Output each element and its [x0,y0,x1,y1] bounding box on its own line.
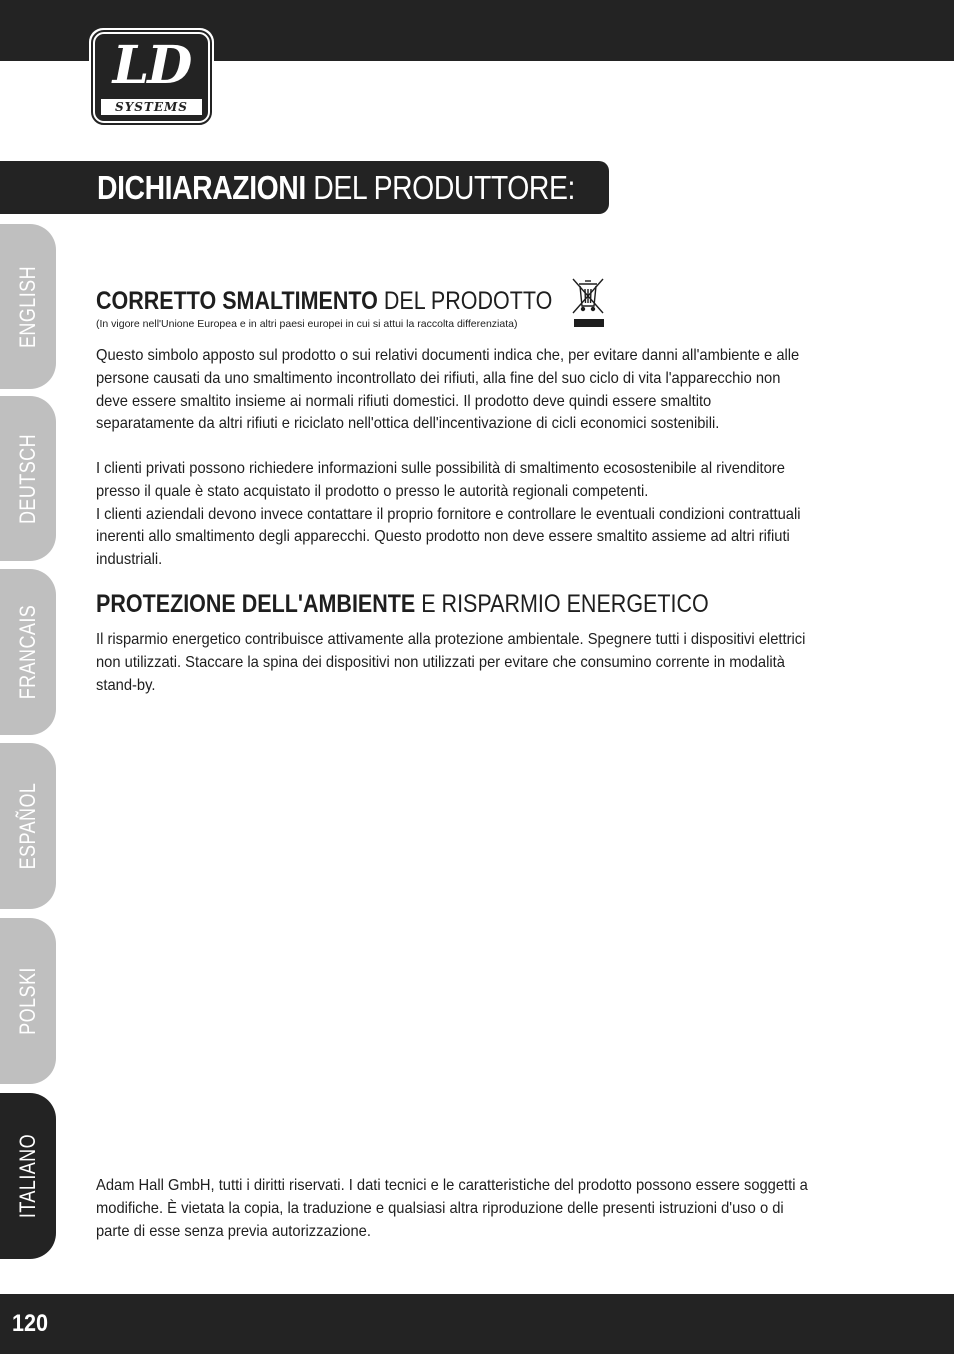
copyright-text: Adam Hall GmbH, tutti i diritti riservati. I dati tecnici e le caratteristiche del prodotto possono essere soggetti a modifiche. È vietata la copia, la traduzione e qualsiasi altra riproduzione delle presenti istruzioni d'uso o di parte di esse senza previa autorizzazione. [96,1177,808,1240]
copyright-paragraph [96,1175,809,1243]
title-bar [0,161,609,214]
environment-heading-rest: E RISPARMIO ENERGETICO [415,590,709,618]
disposal-heading-rest: DEL PRODOTTO [377,287,553,315]
disposal-heading [96,286,552,316]
logo-systems-text: SYSTEMS [101,99,202,115]
disposal-heading-bold: CORRETTO SMALTIMENTO [96,287,378,315]
tab-polski-label: POLSKI [15,967,40,1035]
environment-text: Il risparmio energetico contribuisce attivamente alla protezione ambientale. Spegnere tutti i dispositivi elettrici non utilizzati. Staccare la spina dei dispositivi non utilizzati per evitare che consumino corrente in modalità stand-by. [96,631,806,694]
tab-english[interactable] [0,224,56,389]
disposal-note: (In vigore nell'Unione Europea e in altri paesi europei in cui si attui la raccolta differenziata) [96,318,518,330]
disposal-text-2: I clienti privati possono richiedere informazioni sulle possibilità di smaltimento ecosostenibile al rivenditore presso il quale è stato acquistato il prodotto o presso le autorità regionali competenti. [96,460,785,500]
page-number: 120 [12,1310,49,1337]
disposal-paragraph-2 [96,458,809,572]
tab-espanol-label: ESPAÑOL [15,782,40,870]
ld-systems-logo [89,28,214,127]
tab-francais[interactable] [0,569,56,735]
environment-paragraph [96,629,809,697]
tab-deutsch-label: DEUTSCH [15,433,40,524]
tab-francais-label: FRANCAIS [15,604,40,700]
disposal-paragraph-1 [96,345,809,436]
tab-english-label: ENGLISH [15,265,40,348]
disposal-text-1: Questo simbolo apposto sul prodotto o sui relativi documenti indica che, per evitare danni all'ambiente e alle persone causati da uno smaltimento incontrollato dei rifiuti, alla fine del suo ciclo di vita l'apparecchio non deve essere smaltito insieme ai normali rifiuti domestici. Il prodotto deve quindi essere smaltito separatamente da altri rifiuti e riciclato nell'ottica dell'incentivazione di cicli economici sostenibili. [96,347,800,433]
footer-bar [0,1294,954,1354]
page-title-bold: DICHIARAZIONI [97,169,306,206]
page-title [97,169,575,207]
disposal-text-3: I clienti aziendali devono invece contattare il proprio fornitore e controllare le eventuali condizioni contrattuali inerenti allo smaltimento degli apparecchi. Questo prodotto non deve essere smaltito assieme ad altri rifiuti industriali. [96,505,801,569]
logo-ld-text: LD [112,35,191,96]
tab-espanol[interactable] [0,743,56,909]
environment-heading [96,589,709,619]
crossed-out-wheelie-bin-icon [570,276,606,330]
environment-heading-bold: PROTEZIONE DELL'AMBIENTE [96,590,416,618]
tab-italiano[interactable] [0,1093,56,1259]
tab-italiano-label: ITALIANO [15,1133,40,1219]
tab-polski[interactable] [0,918,56,1084]
tab-deutsch[interactable] [0,396,56,561]
page-title-rest: DEL PRODUTTORE: [305,169,575,206]
